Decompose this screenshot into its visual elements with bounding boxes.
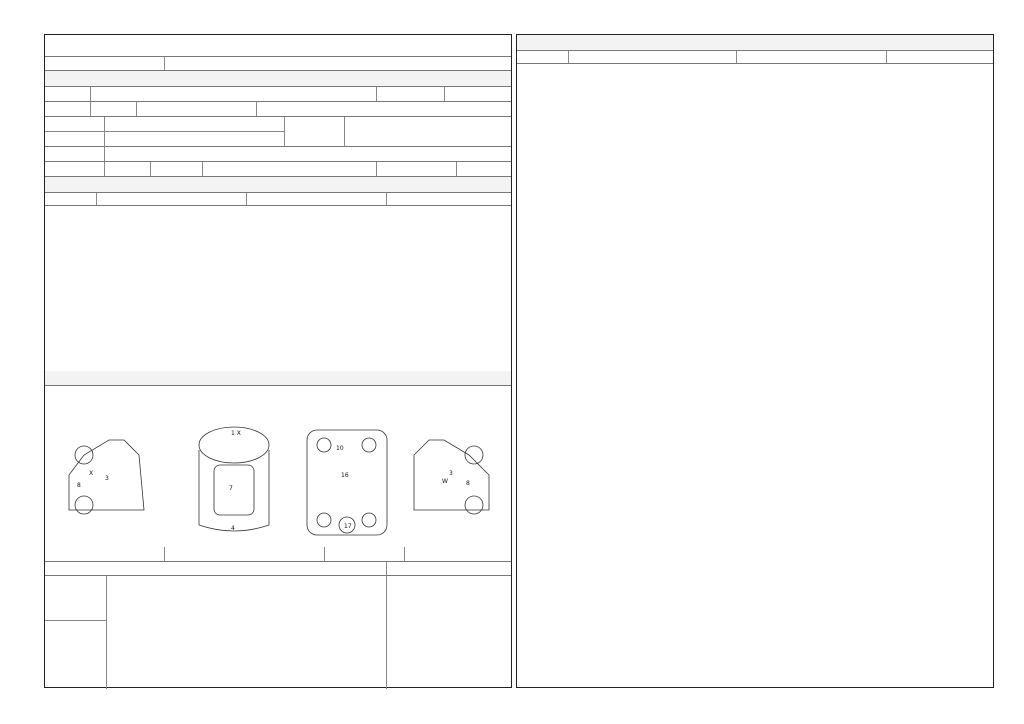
basic-row-1 — [45, 87, 511, 102]
first-reg — [105, 117, 284, 131]
svg-text:3: 3 — [105, 475, 109, 482]
summary-col-status — [97, 193, 247, 205]
basic-section-header — [45, 71, 511, 87]
parts-ranks — [107, 576, 387, 689]
summary-col-price — [387, 193, 511, 205]
inspection-record — [44, 34, 994, 690]
detail-section — [517, 35, 993, 50]
detail-col-price — [887, 51, 993, 63]
svg-text:4: 4 — [231, 525, 235, 532]
title-row — [45, 35, 511, 57]
accident-history-row — [45, 547, 511, 562]
car-top — [199, 450, 269, 531]
svg-text:7: 7 — [229, 485, 233, 492]
engine-label — [45, 162, 105, 176]
fuel-label — [45, 147, 105, 161]
engine — [105, 162, 151, 176]
trans-options — [345, 117, 511, 146]
detail-col-status — [737, 51, 887, 63]
svg-text:8: 8 — [77, 482, 81, 489]
parts-price-unit — [387, 576, 511, 689]
vin-line — [45, 132, 284, 147]
price-unit — [457, 162, 511, 176]
inspect-label — [137, 102, 257, 116]
basic-section — [45, 71, 511, 86]
right-panel — [516, 34, 994, 688]
outer-parts-label — [45, 576, 106, 621]
reg-no-label — [377, 87, 445, 101]
summary-section — [45, 177, 511, 192]
summary-col-item — [247, 193, 387, 205]
summary-col-history — [45, 193, 97, 205]
simple-repair-label — [325, 547, 405, 561]
accident-history-options — [165, 547, 325, 561]
doc-note — [165, 57, 511, 70]
accident-section — [45, 371, 511, 385]
reg-vin-block — [45, 117, 285, 146]
svg-text:10: 10 — [336, 445, 344, 452]
svg-text:1 X: 1 X — [231, 430, 241, 437]
summary-col-header — [45, 193, 511, 206]
detail-col-header — [517, 51, 993, 64]
svg-text:3: 3 — [449, 470, 453, 477]
warranty-options — [203, 162, 377, 176]
vin — [105, 132, 284, 147]
doc-number — [45, 57, 165, 70]
summary-section-header — [45, 177, 511, 193]
left-panel — [44, 34, 512, 688]
parts-header-row — [45, 562, 511, 576]
reg-no — [445, 87, 511, 101]
warranty-label — [151, 162, 203, 176]
svg-text:W: W — [442, 478, 448, 485]
trans-label — [285, 117, 345, 146]
vin-label — [45, 132, 105, 147]
car-name — [91, 87, 377, 101]
page-title — [45, 35, 511, 56]
detail-col-item — [569, 51, 737, 63]
inspect-period — [257, 102, 511, 116]
accident-section-header — [45, 371, 511, 386]
main-frame-label — [45, 621, 106, 689]
parts-table — [45, 576, 511, 689]
basic-row-5 — [45, 162, 511, 177]
price-label — [377, 162, 457, 176]
first-reg-line — [45, 117, 284, 132]
docno-row — [45, 57, 511, 71]
year-label — [45, 102, 91, 116]
svg-text:16: 16 — [341, 472, 349, 479]
parts-price-label — [387, 562, 511, 575]
parts-label — [45, 562, 387, 575]
svg-text:17: 17 — [344, 523, 352, 530]
detail-col-system — [517, 51, 569, 63]
svg-text:8: 8 — [466, 480, 470, 487]
first-reg-label — [45, 117, 105, 131]
basic-row-4 — [45, 147, 511, 162]
car-underbody — [307, 430, 387, 535]
parts-group-col — [45, 576, 107, 689]
car-name-label — [45, 87, 91, 101]
basic-row-3 — [45, 117, 511, 147]
basic-row-2 — [45, 102, 511, 117]
car-diagram — [49, 415, 509, 540]
detail-section-header — [517, 35, 993, 51]
year — [91, 102, 137, 116]
simple-repair-options — [405, 547, 511, 561]
svg-text:X: X — [89, 470, 94, 477]
fuel-options — [105, 147, 511, 161]
accident-history-label — [45, 547, 165, 561]
